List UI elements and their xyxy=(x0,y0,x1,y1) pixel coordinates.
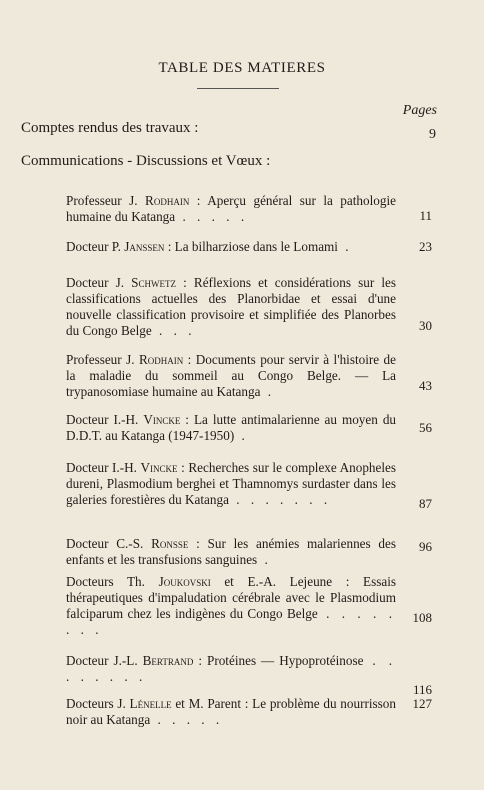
entry-author: Vincke xyxy=(140,460,178,475)
entry-prefix: Professeur J. xyxy=(66,352,139,367)
entry-title: : La lutte antimalarienne au moyen du D.D.T. au Katanga (1947-1950) xyxy=(66,412,397,443)
entry-prefix: Docteurs J. xyxy=(66,696,130,711)
entry-author: Rodhain xyxy=(145,193,190,208)
entry-prefix: Docteur I.-H. xyxy=(66,460,141,475)
entry-author: Bertrand xyxy=(142,653,194,668)
toc-entry xyxy=(66,574,396,638)
entry-page-number: 108 xyxy=(412,610,432,625)
entry-author: Schwetz xyxy=(131,275,176,290)
entry-page-number: 56 xyxy=(419,420,432,435)
toc-entry xyxy=(66,696,396,728)
entry-title: : Aperçu général sur la pathologie humaine du Katanga xyxy=(66,193,396,224)
section-communications: Communications - Discussions et Vœux : xyxy=(21,153,271,169)
toc-entry xyxy=(66,193,396,225)
entry-leader-dots: . . . . . . . . xyxy=(66,606,396,637)
entry-prefix: Docteur P. xyxy=(66,239,125,254)
entry-author: Ronsse xyxy=(151,536,189,551)
entry-title: : Documents pour servir à l'histoire de la maladie du sommeil au Congo Belge. — La trypanosomiase humaine au Katanga xyxy=(66,352,396,399)
pages-column-header: Pages xyxy=(402,103,437,118)
entry-title: et M. Parent : Le problème du nourrisson noir au Katanga xyxy=(66,696,396,727)
entry-page-number: 23 xyxy=(419,239,432,254)
section-comptes-rendus: Comptes rendus des travaux : xyxy=(21,120,199,136)
toc-entry xyxy=(66,460,396,508)
toc-entry xyxy=(66,239,396,255)
entry-leader-dots: . xyxy=(257,552,272,567)
entry-title: : Protéines — Hypoprotéinose xyxy=(193,653,364,668)
entry-prefix: Docteurs Th. xyxy=(66,574,159,589)
entry-prefix: Docteur I.-H. xyxy=(66,412,144,427)
entry-leader-dots: . xyxy=(337,239,353,254)
toc-entry xyxy=(66,352,396,400)
entry-author: Lénelle xyxy=(129,696,172,711)
entry-title: : Sur les anémies malariennes des enfants et les transfusions sanguines xyxy=(66,536,396,567)
entry-page-number: 116 xyxy=(412,682,432,697)
entry-leader-dots: . . . . . xyxy=(175,209,249,224)
entry-prefix: Docteur J. xyxy=(66,275,132,290)
page-title: TABLE DES MATIERES xyxy=(158,60,326,76)
entry-page-number: 96 xyxy=(419,539,432,554)
toc-entry xyxy=(66,412,396,444)
entry-title: : Réflexions et considérations sur les classifications actuelles des Planorbidae et essai d'une nouvelle classification provisoire et simplifiée des Planorbes du Congo Belge xyxy=(66,275,396,338)
entry-leader-dots: . . . . . . . xyxy=(228,492,332,507)
entry-leader-dots: . xyxy=(260,384,276,399)
entry-title: : La bilharziose dans le Lomami xyxy=(164,239,338,254)
entry-author: Rodhain xyxy=(138,352,184,367)
entry-author: Joukovski xyxy=(158,574,211,589)
toc-entry xyxy=(66,536,396,568)
section-page-number: 9 xyxy=(429,127,436,142)
entry-author: Janssen xyxy=(124,239,165,254)
entry-page-number: 30 xyxy=(419,318,432,333)
entry-page-number: 127 xyxy=(412,696,432,711)
toc-entry xyxy=(66,653,396,685)
toc-entry xyxy=(66,275,396,339)
entry-title: : Recherches sur le complexe Anopheles dureni, Plasmodium berghei et Thamnomys surdaster dans les galeries forestières du Katanga xyxy=(66,460,397,507)
entry-page-number: 11 xyxy=(419,208,432,223)
entry-leader-dots: . xyxy=(234,428,249,443)
title-rule xyxy=(197,88,279,89)
entry-prefix: Professeur J. xyxy=(66,193,146,208)
entry-leader-dots: . . . xyxy=(151,323,196,338)
entry-leader-dots: . . . . . . . . xyxy=(66,653,396,684)
entry-prefix: Docteur J.-L. xyxy=(66,653,143,668)
entry-page-number: 87 xyxy=(419,496,432,511)
entry-leader-dots: . . . . . xyxy=(150,712,224,727)
entry-prefix: Docteur C.-S. xyxy=(66,536,152,551)
entry-page-number: 43 xyxy=(419,378,432,393)
entry-title: et E.-A. Lejeune : Essais thérapeutiques d'impaludation cérébrale avec le Plasmodium falciparum chez les indigènes du Congo Belge xyxy=(66,574,396,621)
entry-author: Vincke xyxy=(143,412,181,427)
